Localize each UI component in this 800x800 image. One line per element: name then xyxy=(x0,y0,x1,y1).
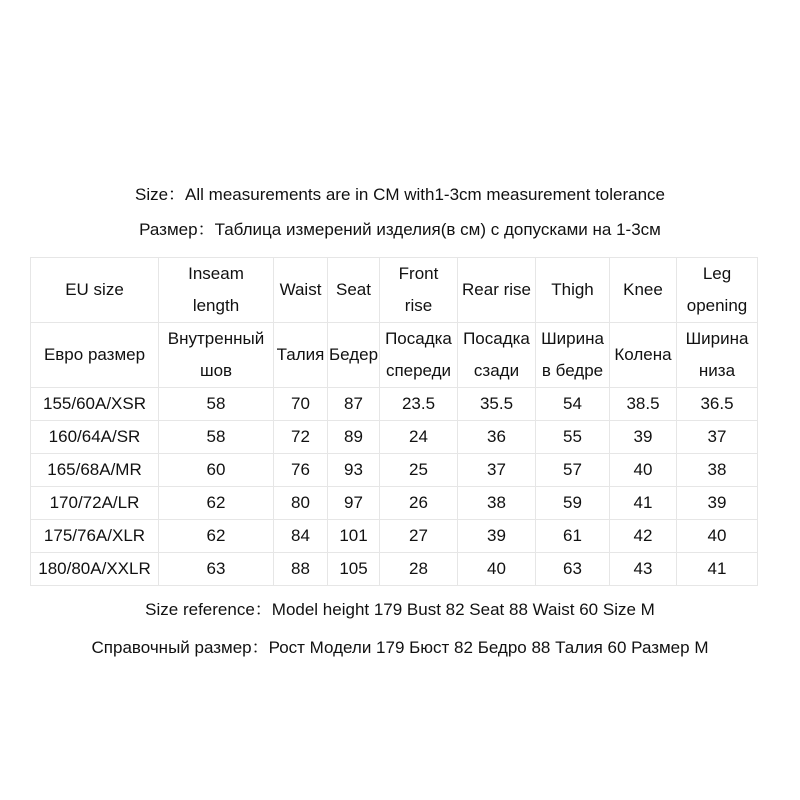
header-cell xyxy=(159,323,274,388)
size-chart-body xyxy=(31,258,758,586)
measurement-cell: 88 xyxy=(274,553,328,586)
header-cell-text: Посадка xyxy=(463,329,530,348)
measurement-cell: 97 xyxy=(328,487,380,520)
header-cell-text: opening xyxy=(686,296,748,315)
measurement-cell: 63 xyxy=(536,553,610,586)
measurement-cell: 93 xyxy=(328,454,380,487)
table-row xyxy=(31,454,758,487)
header-cell-text: length xyxy=(192,296,240,315)
measurement-cell: 41 xyxy=(610,487,677,520)
measurement-cell: 27 xyxy=(380,520,458,553)
measurement-cell: 57 xyxy=(536,454,610,487)
header-cell-text: низа xyxy=(698,361,736,380)
header-cell xyxy=(159,258,274,323)
measurement-cell: 61 xyxy=(536,520,610,553)
measurement-cell: 72 xyxy=(274,421,328,454)
header-row-en xyxy=(31,258,758,323)
header-cell-text: Евро размер xyxy=(43,345,146,364)
header-cell xyxy=(458,323,536,388)
caption-measurement-note-en: Size：All measurements are in CM with1-3cm measurement tolerance xyxy=(134,185,666,204)
header-cell-text: в бедре xyxy=(541,361,604,380)
header-cell xyxy=(31,258,159,323)
size-label-cell: 170/72A/LR xyxy=(31,487,159,520)
table-row xyxy=(31,388,758,421)
size-label-cell: 175/76A/XLR xyxy=(31,520,159,553)
caption-size-reference-ru: Справочный размер：Рост Модели 179 Бюст 82 Бедро 88 Талия 60 Размер M xyxy=(91,638,709,657)
measurement-cell: 40 xyxy=(610,454,677,487)
measurement-cell: 87 xyxy=(328,388,380,421)
measurement-cell: 23.5 xyxy=(380,388,458,421)
header-cell xyxy=(536,258,610,323)
size-chart-table xyxy=(30,257,758,586)
measurement-cell: 25 xyxy=(380,454,458,487)
header-cell xyxy=(677,323,758,388)
header-cell-text: Waist xyxy=(279,280,322,299)
header-cell-text: Seat xyxy=(336,280,371,299)
measurement-cell: 24 xyxy=(380,421,458,454)
measurement-cell: 63 xyxy=(159,553,274,586)
measurement-cell: 60 xyxy=(159,454,274,487)
header-cell xyxy=(677,258,758,323)
measurement-cell: 38 xyxy=(677,454,758,487)
header-cell-text: Thigh xyxy=(551,280,594,299)
measurement-cell: 38 xyxy=(458,487,536,520)
measurement-cell: 62 xyxy=(159,520,274,553)
measurement-cell: 41 xyxy=(677,553,758,586)
measurement-cell: 40 xyxy=(677,520,758,553)
measurement-cell: 80 xyxy=(274,487,328,520)
measurement-cell: 26 xyxy=(380,487,458,520)
measurement-cell: 39 xyxy=(610,421,677,454)
measurement-cell: 39 xyxy=(458,520,536,553)
header-cell xyxy=(328,258,380,323)
header-cell-text: спереди xyxy=(385,361,452,380)
header-cell xyxy=(274,258,328,323)
table-row xyxy=(31,487,758,520)
header-cell-text: Leg xyxy=(702,264,732,283)
measurement-cell: 37 xyxy=(458,454,536,487)
header-cell xyxy=(536,323,610,388)
size-label-cell: 160/64A/SR xyxy=(31,421,159,454)
header-cell-text: Посадка xyxy=(385,329,452,348)
measurement-cell: 40 xyxy=(458,553,536,586)
header-cell xyxy=(610,323,677,388)
header-cell-text: шов xyxy=(199,361,233,380)
header-cell-text: Knee xyxy=(623,280,663,299)
measurement-cell: 105 xyxy=(328,553,380,586)
header-cell-text: rise xyxy=(404,296,433,315)
measurement-cell: 43 xyxy=(610,553,677,586)
header-cell-text: Талия xyxy=(276,345,325,364)
header-cell-text: Бедер xyxy=(328,345,379,364)
measurement-cell: 62 xyxy=(159,487,274,520)
header-cell xyxy=(274,323,328,388)
header-cell-text: Rear rise xyxy=(462,280,531,299)
caption-size-reference-en: Size reference：Model height 179 Bust 82 Seat 88 Waist 60 Size M xyxy=(145,600,655,619)
measurement-cell: 36.5 xyxy=(677,388,758,421)
header-cell-text: EU size xyxy=(65,280,124,299)
header-cell xyxy=(380,258,458,323)
header-cell-text: сзади xyxy=(473,361,520,380)
size-label-cell: 165/68A/MR xyxy=(31,454,159,487)
table-row xyxy=(31,553,758,586)
measurement-cell: 55 xyxy=(536,421,610,454)
table-row xyxy=(31,520,758,553)
measurement-cell: 84 xyxy=(274,520,328,553)
header-cell-text: Front xyxy=(398,264,439,283)
header-cell-text: Внутренный xyxy=(167,329,265,348)
table-row xyxy=(31,421,758,454)
header-row-ru xyxy=(31,323,758,388)
measurement-cell: 54 xyxy=(536,388,610,421)
header-cell xyxy=(328,323,380,388)
measurement-cell: 58 xyxy=(159,388,274,421)
header-cell-text: Inseam xyxy=(188,264,244,283)
measurement-cell: 70 xyxy=(274,388,328,421)
measurement-cell: 36 xyxy=(458,421,536,454)
measurement-cell: 89 xyxy=(328,421,380,454)
measurement-cell: 58 xyxy=(159,421,274,454)
measurement-cell: 59 xyxy=(536,487,610,520)
header-cell xyxy=(610,258,677,323)
measurement-cell: 39 xyxy=(677,487,758,520)
header-cell-text: Ширина xyxy=(541,329,604,348)
size-label-cell: 155/60A/XSR xyxy=(31,388,159,421)
measurement-cell: 101 xyxy=(328,520,380,553)
header-cell-text: Ширина xyxy=(685,329,749,348)
measurement-cell: 35.5 xyxy=(458,388,536,421)
caption-measurement-note-ru: Размер：Таблица измерений изделия(в см) с допусками на 1-3см xyxy=(139,220,661,239)
header-cell xyxy=(458,258,536,323)
measurement-cell: 38.5 xyxy=(610,388,677,421)
measurement-cell: 76 xyxy=(274,454,328,487)
measurement-cell: 37 xyxy=(677,421,758,454)
header-cell-text: Колена xyxy=(614,345,672,364)
measurement-cell: 42 xyxy=(610,520,677,553)
size-label-cell: 180/80A/XXLR xyxy=(31,553,159,586)
measurement-cell: 28 xyxy=(380,553,458,586)
header-cell xyxy=(31,323,159,388)
header-cell xyxy=(380,323,458,388)
